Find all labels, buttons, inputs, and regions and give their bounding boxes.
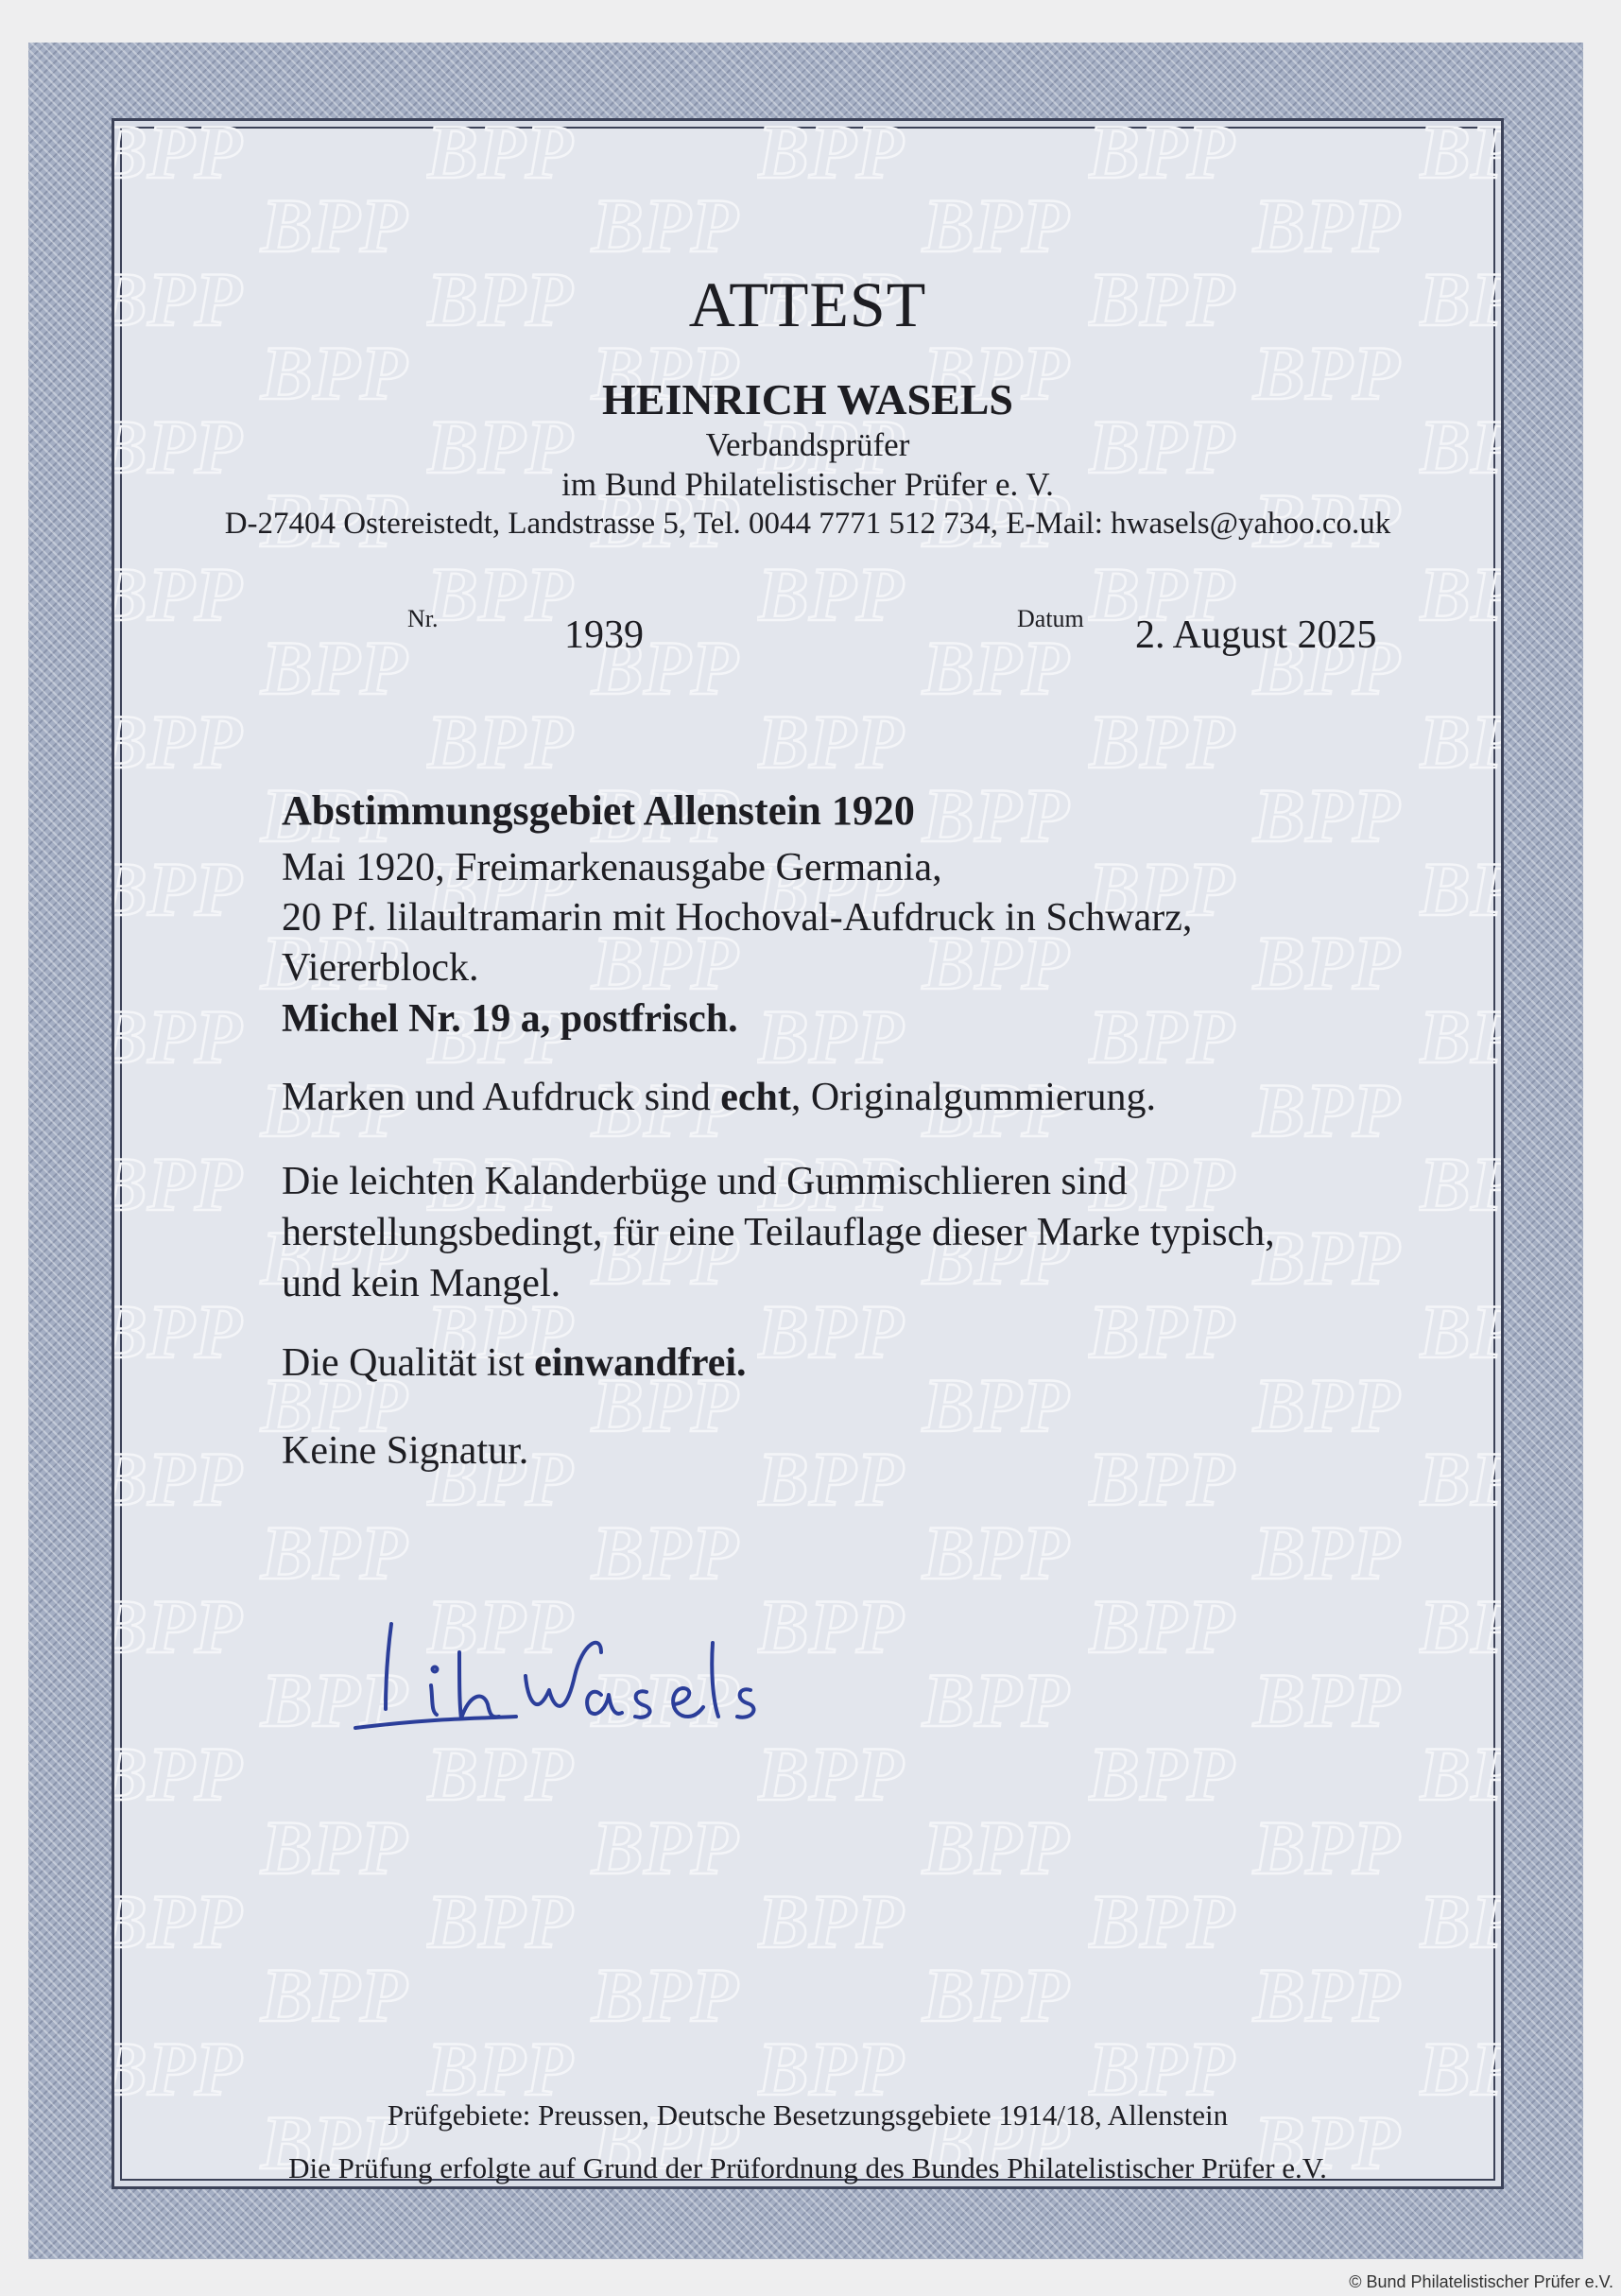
examiner-name: HEINRICH WASELS [601,375,1014,423]
signature-note: Keine Signatur. [282,1429,529,1473]
description-line-2: 20 Pf. lilaultramarin mit Hochoval-Aufdruck in Schwarz, [282,896,1193,940]
condition-line-2: herstellungsbedingt, für eine Teilauflage dieser Marke typisch, [282,1211,1275,1254]
examination-rules-note: Die Prüfung erfolgte auf Grund der Prüfordnung des Bundes Philatelistischer Prüfer e.V. [288,2151,1327,2184]
genuineness-verdict: echt [720,1076,791,1119]
quality-verdict: einwandfrei. [534,1341,747,1385]
certificate-sheet [28,43,1583,2259]
examiner-role: Verbandsprüfer [705,426,910,463]
genuineness-text-pre: Marken und Aufdruck sind [282,1076,721,1119]
michel-number: Michel Nr. 19 a, postfrisch. [282,997,738,1041]
certificate-date: 2. August 2025 [1135,613,1377,657]
certificate-inner-frame [112,118,1504,2189]
certificate-number: 1939 [564,613,644,657]
handwritten-signature [318,1586,847,1775]
number-label: Nr. [407,605,439,632]
document-title: ATTEST [688,268,927,340]
genuineness-text-post: , Originalgummierung. [790,1076,1157,1119]
examiner-address: D-27404 Ostereistedt, Landstrasse 5, Tel. 0044 7771 512 734, E-Mail: hwasels@yahoo.co.uk [224,507,1391,541]
condition-line-1: Die leichten Kalanderbüge und Gummischlieren sind [282,1160,1128,1203]
description-line-1: Mai 1920, Freimarkenausgabe Germania, [282,846,942,889]
examination-areas: Prüfgebiete: Preussen, Deutsche Besetzungsgebiete 1914/18, Allenstein [387,2098,1229,2132]
quality-text-pre: Die Qualität ist [282,1341,535,1385]
description-line-3: Viererblock. [282,946,479,990]
condition-line-3: und kein Mangel. [282,1262,561,1305]
copyright-notice: © Bund Philatelistischer Prüfer e.V. [1349,2272,1613,2291]
quality-statement [282,1339,747,1387]
certificate-content [114,121,1501,2186]
genuineness-statement [282,1074,1156,1121]
examiner-association: im Bund Philatelistischer Prüfer e. V. [561,466,1054,503]
date-label: Datum [1017,605,1084,632]
stamp-area-heading: Abstimmungsgebiet Allenstein 1920 [282,787,915,834]
